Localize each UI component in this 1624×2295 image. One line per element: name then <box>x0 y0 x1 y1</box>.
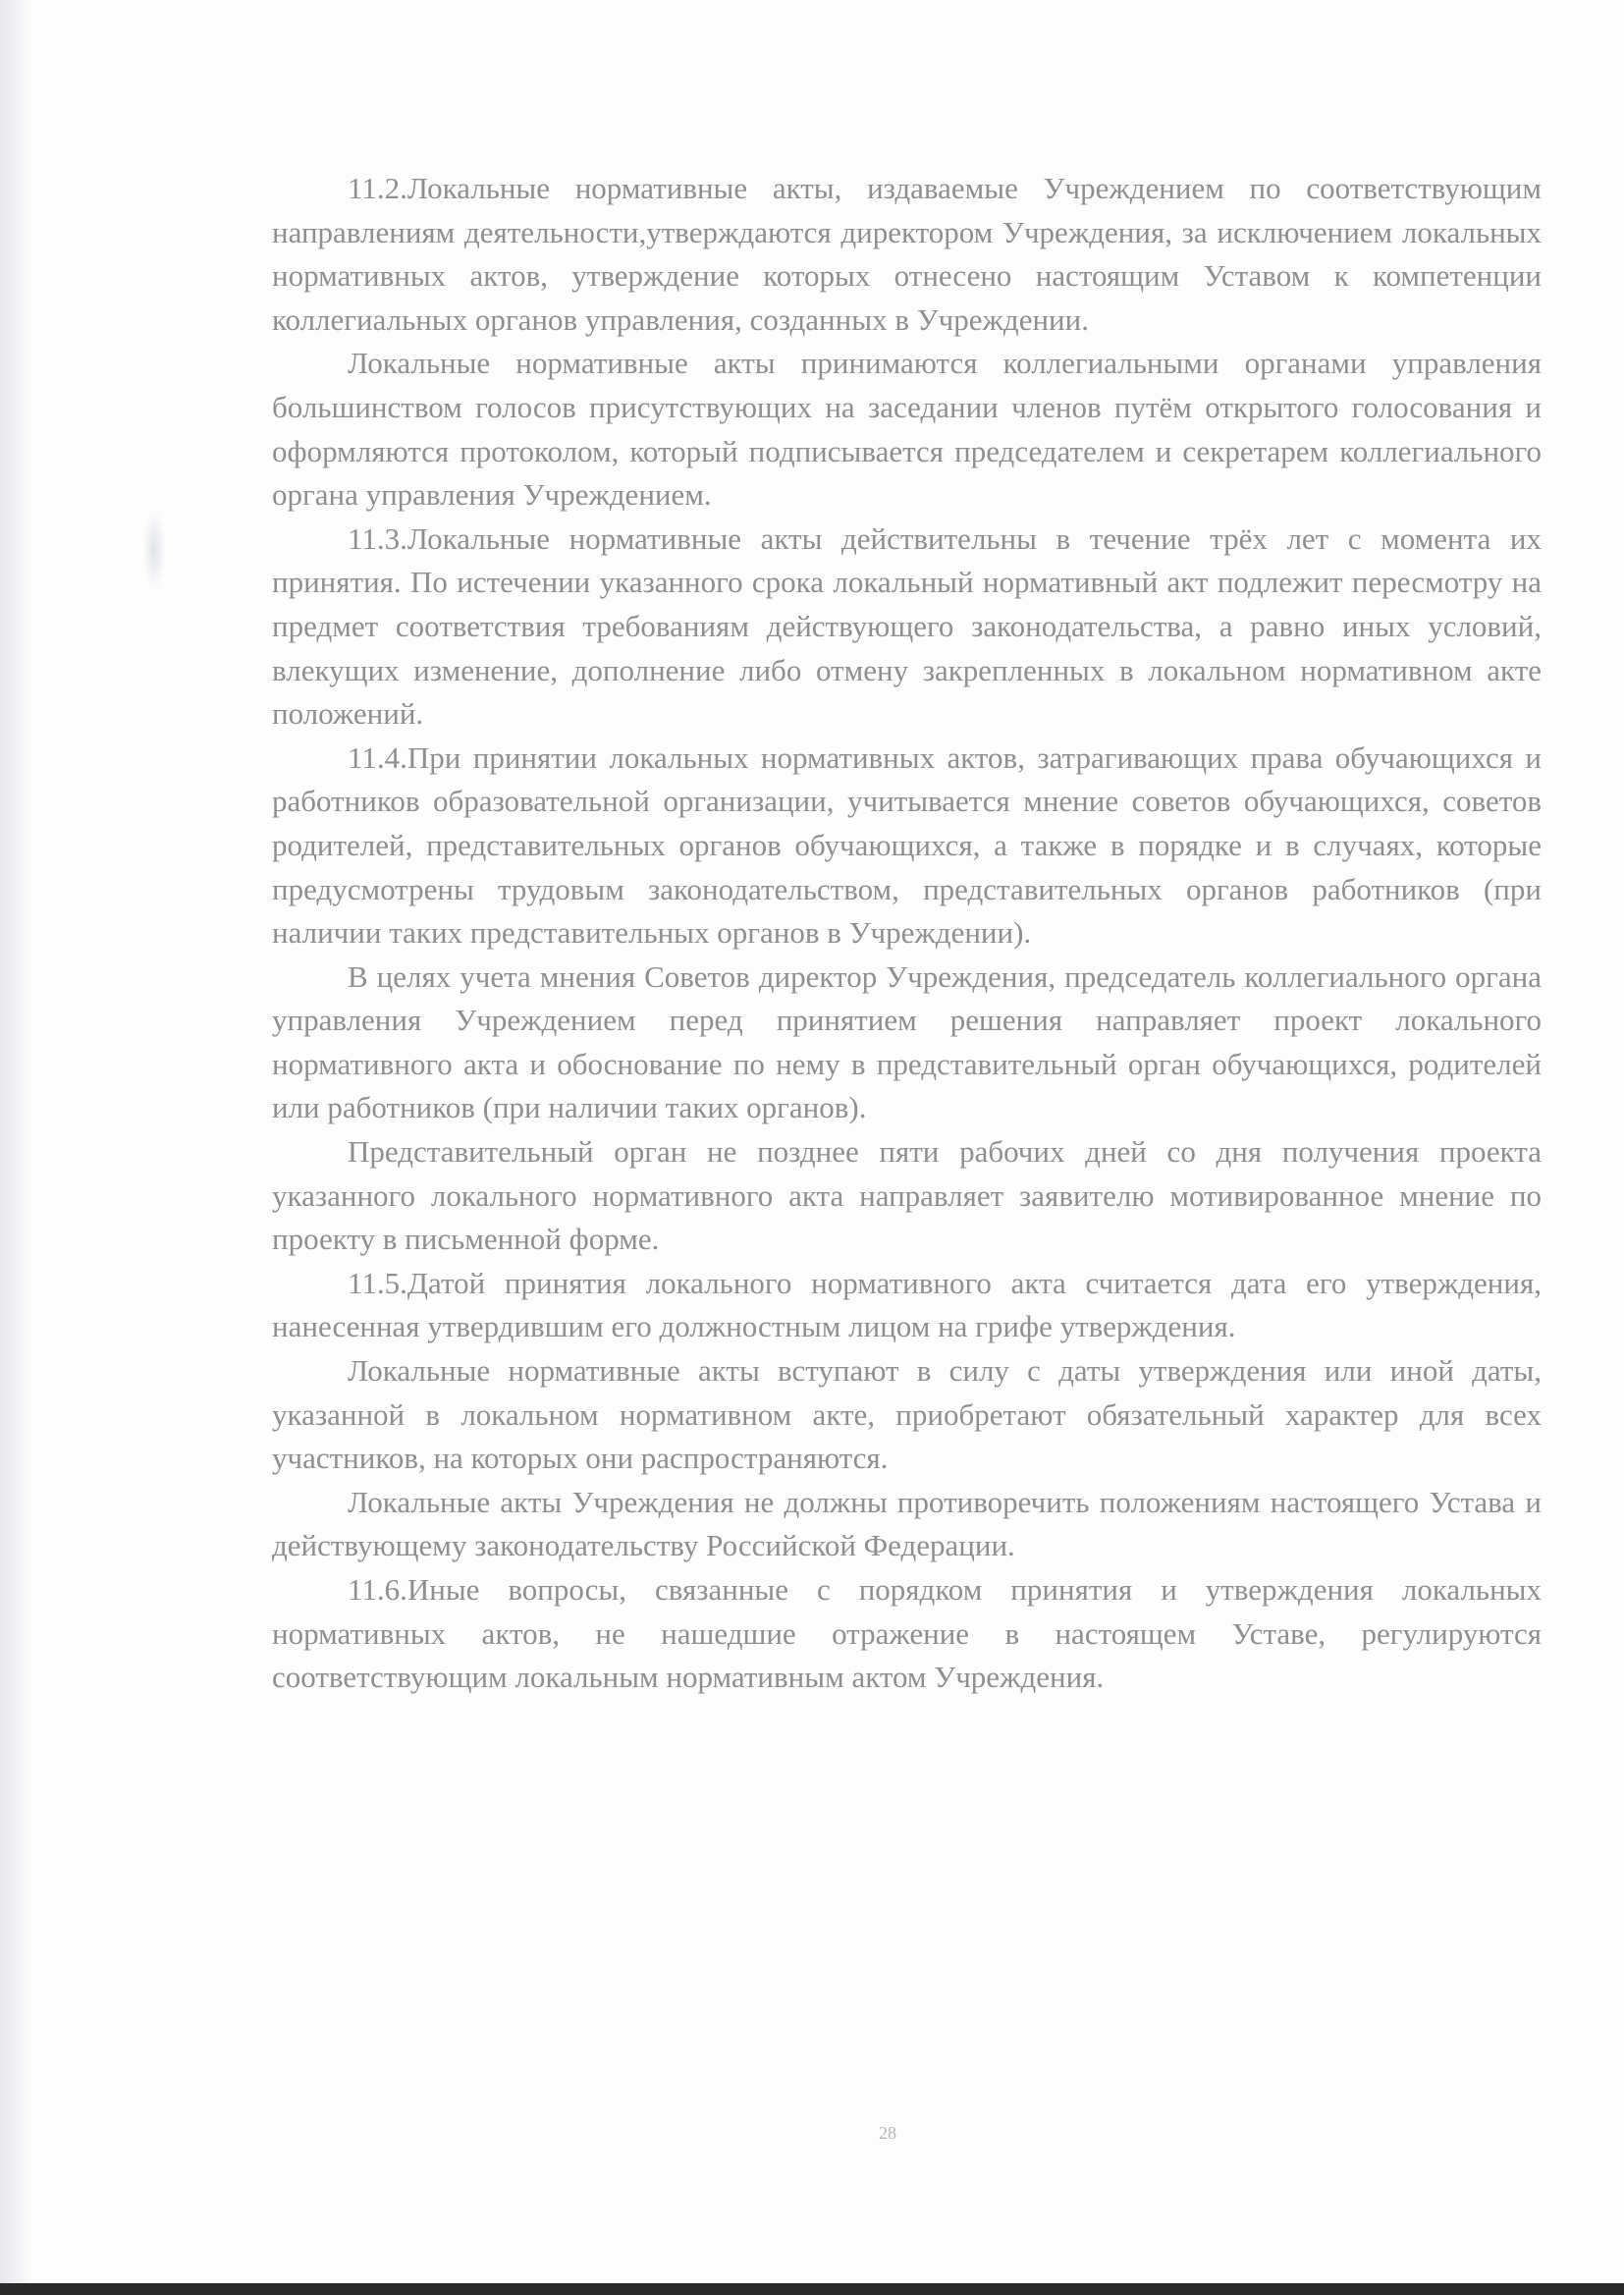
scan-bottom-edge <box>0 2283 1624 2295</box>
paragraph-entry-into-force: Локальные нормативные акты вступают в силу с даты утверждения или иной даты, указанной в локальном нормативном акте, приобретают обязательный характер для всех участников, на которых они распространяются. <box>272 1353 1542 1476</box>
page-number: 28 <box>879 2123 896 2143</box>
paragraph-collegial-acts: Локальные нормативные акты принимаются коллегиальными органами управления большинством голосов присутствующих на заседании членов путём открытого голосования и оформляются протоколом, который подписывается председателем и секретарем коллегиального органа управления Учреждением. <box>272 346 1542 513</box>
document-body <box>272 167 1542 1700</box>
scan-edge-shadow <box>0 0 33 2295</box>
paragraph-11-5: 11.5.Датой принятия локального нормативного акта считается дата его утверждения, нанесенная утвердившим его должностным лицом на грифе утверждения. <box>272 1265 1542 1344</box>
scan-artifact <box>143 511 165 589</box>
paragraph-11-2: 11.2.Локальные нормативные акты, издаваемые Учреждением по соответствующим направлениям деятельности,утверждаются директором Учреждения, за исключением локальных нормативных актов, утверждение которых отнесено настоящим Уставом к компетенции коллегиальных органов управления, созданных в Учреждении. <box>272 171 1542 337</box>
paragraph-11-4: 11.4.При принятии локальных нормативных актов, затрагивающих права обучающихся и работников образовательной организации, учитывается мнение советов обучающихся, советов родителей, представительных органов обучающихся, а также в порядке и в случаях, которые предусмотрены трудовым законодательством, представительных органов работников (при наличии таких представительных органов в Учреждении). <box>272 739 1542 951</box>
paragraph-no-contradiction: Локальные акты Учреждения не должны противоречить положениям настоящего Устава и действующему законодательству Российской Федерации. <box>272 1484 1542 1563</box>
paragraph-11-3: 11.3.Локальные нормативные акты действительны в течение трёх лет с момента их принятия. По истечении указанного срока локальный нормативный акт подлежит пересмотру на предмет соответствия требованиям действующего законодательства, а равно иных условий, влекущих изменение, дополнение либо отмену закрепленных в локальном нормативном акте положений. <box>272 520 1542 732</box>
paragraph-councils-opinion: В целях учета мнения Советов директор Учреждения, председатель коллегиального органа управления Учреждением перед принятием решения направляет проект локального нормативного акта и обоснование по нему в представительный орган обучающихся, родителей или работников (при наличии таких органов). <box>272 958 1542 1125</box>
paragraph-11-6: 11.6.Иные вопросы, связанные с порядком принятия и утверждения локальных нормативных актов, не нашедшие отражение в настоящем Уставе, регулируются соответствующим локальным нормативным актом Учреждения. <box>272 1572 1542 1695</box>
paragraph-representative-body: Представительный орган не позднее пяти рабочих дней со дня получения проекта указанного локального нормативного акта направляет заявителю мотивированное мнение по проекту в письменной форме. <box>272 1134 1542 1257</box>
